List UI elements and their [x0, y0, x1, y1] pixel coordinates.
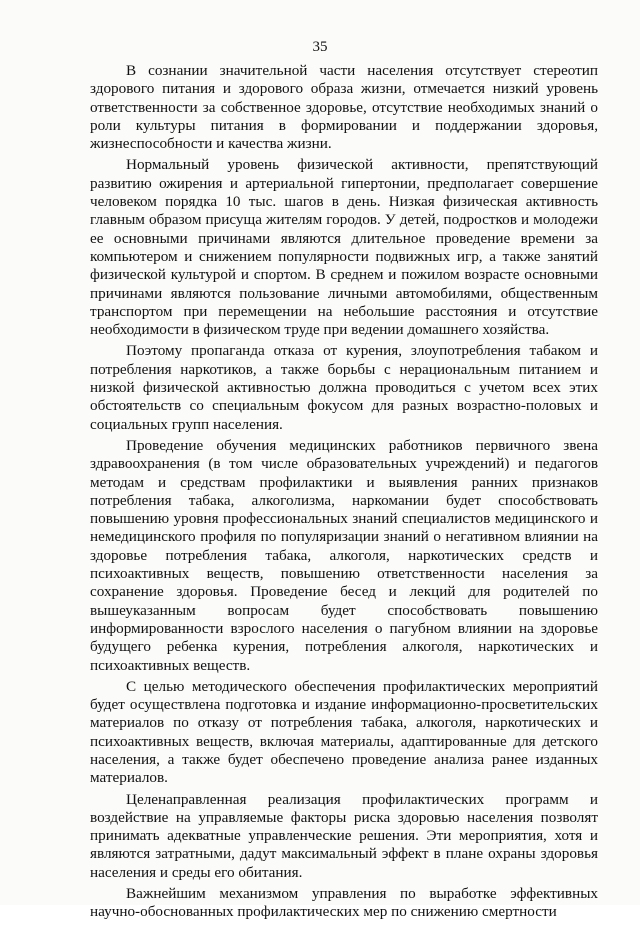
paragraph-5: С целью методического обеспечения профилактических мероприятий будет осуществлена подготовка и издание информационно-просветительских материалов по отказу от потребления табака, алкоголя, наркотических и психоактивных веществ, включая материалы, адаптированные для детского населения, а также будет обеспечено проведение анализа ранее изданных материалов.	[90, 677, 598, 787]
paragraph-2: Нормальный уровень физической активности, препятствующий развитию ожирения и артериальной гипертонии, предполагает совершение человеком порядка 10 тыс. шагов в день. Низкая физическая активность главным образом присуща жителям городов. У детей, подростков и молодежи ее основными причинами являются длительное проведение времени за компьютером и снижением популярности подвижных игр, а также занятий физической культурой и спортом. В среднем и пожилом возрасте основными причинами являются пользование личными автомобилями, общественным транспортом при перемещении на небольшие расстояния и отсутствие необходимости в физическом труде при ведении домашнего хозяйства.	[90, 156, 598, 339]
page-number: 35	[312, 39, 328, 55]
paragraph-4: Проведение обучения медицинских работников первичного звена здравоохранения (в том числе образовательных учреждений) и педагогов методам и средствам профилактики и выявления ранних признаков потребления табака, алкоголизма, наркомании будет способствовать повышению уровня профессиональных знаний специалистов медицинского и немедицинского профиля по популяризации знаний о негативном влиянии на здоровье потребления табака, алкоголя, наркотических средств и психоактивных веществ, повышению ответственности населения за сохранение здоровья. Проведение бесед и лекций для родителей по вышеуказанным вопросам будет способствовать повышению информированности взрослого населения о пагубном влиянии на здоровье будущего ребенка курения, потребления алкоголя, наркотических и психоактивных веществ.	[90, 436, 598, 674]
paragraph-3: Поэтому пропаганда отказа от курения, злоупотребления табаком и потребления наркотиков, а также борьбы с нерациональным питанием и низкой физической активностью должна проводиться с учетом всех этих обстоятельств со специальным фокусом для разных возрастно-половых и социальных групп населения.	[90, 342, 598, 433]
paragraph-7: Важнейшим механизмом управления по выработке эффективных научно-обоснованных профилактических мер по снижению смертности	[90, 885, 598, 921]
body-text	[90, 62, 598, 925]
paragraph-1: В сознании значительной части населения отсутствует стереотип здорового питания и здорового образа жизни, отмечается низкий уровень ответственности за собственное здоровье, отсутствие необходимых знаний о роли культуры питания в формировании и поддержании здоровья, жизнеспособности и качества жизни.	[90, 62, 598, 153]
paragraph-6: Целенаправленная реализация профилактических программ и воздействие на управляемые факторы риска здоровью населения позволят принимать адекватные управленческие решения. Эти мероприятия, хотя и являются затратными, дадут максимальный эффект в плане охраны здоровья населения и среды его обитания.	[90, 790, 598, 881]
